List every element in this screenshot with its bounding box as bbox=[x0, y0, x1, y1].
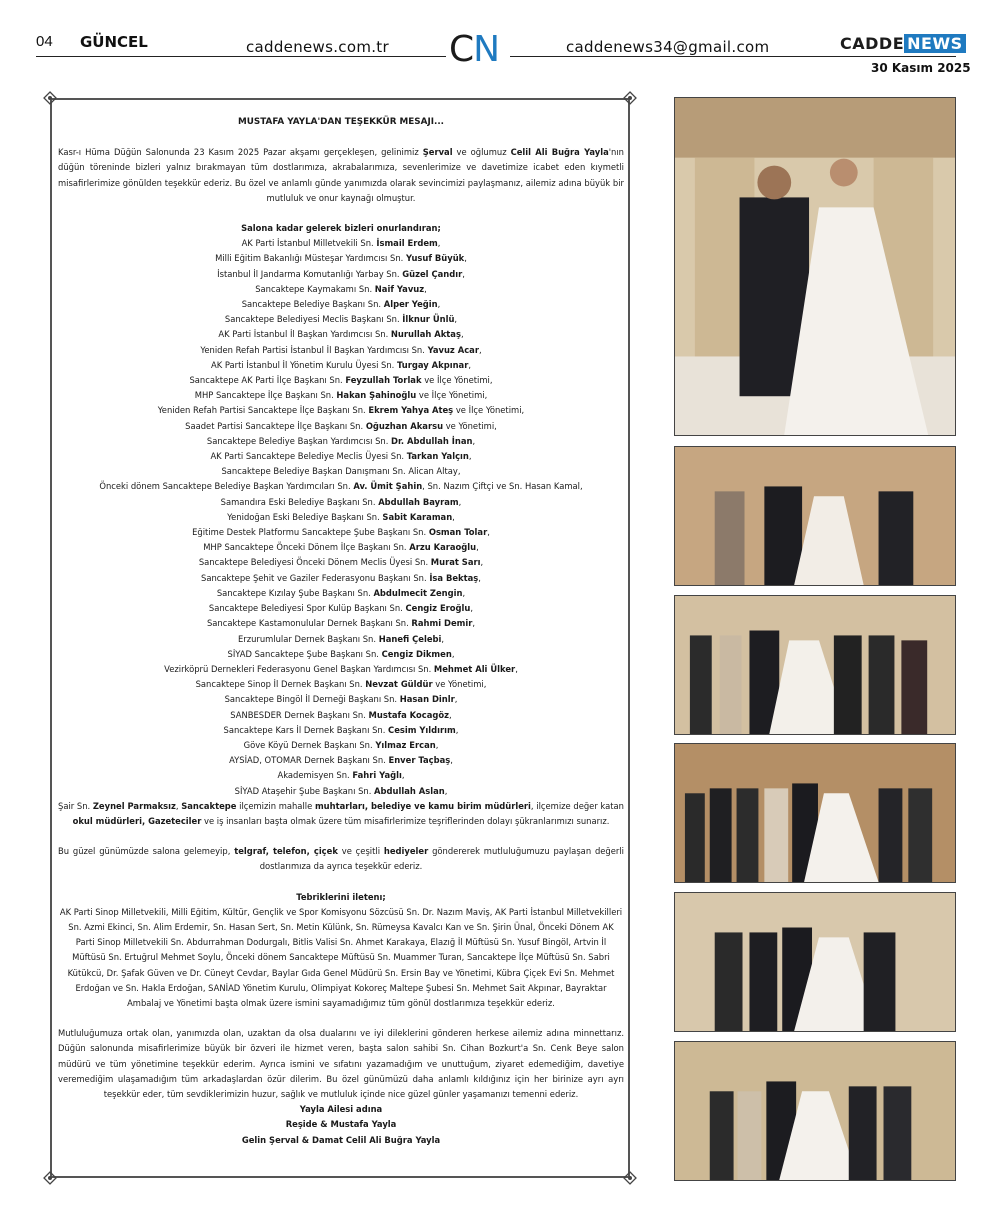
logo-letter-n: N bbox=[473, 29, 500, 70]
frame-corner-ornament bbox=[43, 1171, 57, 1185]
wedding-photo-group-1 bbox=[674, 595, 956, 735]
guest-line: Sancaktepe Kars İl Dernek Başkanı Sn. Cesim Yıldırım, bbox=[223, 724, 459, 735]
guest-line: Sancaktepe Kaymakamı Sn. Naif Yavuz, bbox=[255, 283, 427, 294]
signature-line-1: Yayla Ailesi adına bbox=[299, 1104, 383, 1115]
guest-line: Sancaktepe Belediyesi Meclis Başkanı Sn. İlknur Ünlü, bbox=[224, 314, 458, 325]
guest-line: Sancaktepe Kızılay Şube Başkanı Sn. Abdulmecit Zengin, bbox=[216, 587, 466, 598]
guest-line: Yeniden Refah Partisi İstanbul İl Başkan Yardımcısı Sn. Yavuz Acar, bbox=[200, 344, 482, 355]
wedding-photo-group-2 bbox=[674, 743, 956, 883]
congrats-heading: Tebriklerini iletenı; bbox=[296, 891, 386, 902]
brand-word-cadde: CADDE bbox=[840, 33, 905, 53]
page-number: 04 bbox=[36, 33, 53, 50]
frame-corner-ornament bbox=[43, 91, 57, 105]
guest-line: Sancaktepe Belediye Başkanı Sn. Alper Yeğin, bbox=[241, 299, 441, 310]
brand-word-news: NEWS bbox=[904, 34, 966, 53]
section-title: GÜNCEL bbox=[80, 33, 148, 51]
signature-line-2: Reşide & Mustafa Yayla bbox=[285, 1119, 397, 1130]
guest-line: AK Parti İstanbul Milletvekili Sn. İsmail Erdem, bbox=[241, 238, 441, 249]
closing-paragraph: Mutluluğumuza ortak olan, yanımızda olan, uzaktan da olsa dualarını ve iyi dileklerini gönderen herkese ailemiz adına minnettarız. Düğün salonunda misafirlerimize büyük bir özveri ile hizmet veren, başta salon sahibi Sn. Cihan Bozkurt'a Sn. Cenk Beye salon müdürü ve tüm yönetimine teşekkür ederim. Ayrıca ismini ve sıfatını yazamadığım ve unuttuğum, ziyaret edemediğim, davetiye veremediğim ulaşamadığım tüm arkadaşlardan özür dilerim. Bu özel günümüzü daha anlamlı kıldığınız için her birinize ayrı ayrı teşekkür eder, tüm sevdiklerimizin huzur, sağlık ve mutluluk içinde nice güzel günler yaşamanızı temenni ederiz. bbox=[58, 1028, 624, 1099]
guest-line: MHP Sancaktepe İlçe Başkanı Sn. Hakan Şahinoğlu ve İlçe Yönetimi, bbox=[194, 390, 488, 401]
guest-line: MHP Sancaktepe Önceki Dönem İlçe Başkanı Sn. Arzu Karaoğlu, bbox=[203, 542, 479, 553]
guest-line: AK Parti Sancaktepe Belediye Meclis Üyesi Sn. Tarkan Yalçın, bbox=[210, 451, 472, 462]
guest-line: Göve Köyü Dernek Başkanı Sn. Yılmaz Ercan, bbox=[243, 739, 439, 750]
guest-line: SİYAD Sancaktepe Şube Başkanı Sn. Cengiz Dikmen, bbox=[227, 648, 455, 659]
guests-heading: Salona kadar gelerek bizleri onurlandıran; bbox=[241, 223, 441, 234]
guest-line: Yenidoğan Eski Belediye Başkanı Sn. Sabit Karaman, bbox=[227, 511, 455, 522]
guest-line: Eğitime Destek Platformu Sancaktepe Şube Başkanı Sn. Osman Tolar, bbox=[192, 527, 490, 538]
guest-line: Akademisyen Sn. Fahri Yağlı, bbox=[277, 770, 405, 781]
guest-line: AYSİAD, OTOMAR Dernek Başkanı Sn. Enver Taçbaş, bbox=[229, 755, 453, 766]
thanks-paragraph: Şair Sn. Zeynel Parmaksız, Sancaktepe ilçemizin mahalle muhtarları, belediye ve kamu birim müdürleri, ilçemize değer katan okul müdürleri, Gazeteciler ve iş insanları başta olmak üzere tüm misafirlerimize teşriflerinden dolayı şükranlarımızı sunarız. bbox=[58, 800, 624, 826]
guest-line: Saadet Partisi Sancaktepe İlçe Başkanı Sn. Oğuzhan Akarsu ve Yönetimi, bbox=[185, 420, 497, 431]
header-rule-right bbox=[510, 56, 956, 57]
header-rule-left bbox=[36, 56, 446, 57]
article-title: MUSTAFA YAYLA'DAN TEŞEKKÜR MESAJI... bbox=[237, 117, 445, 127]
article-body bbox=[58, 115, 624, 1148]
guest-line: Milli Eğitim Bakanlığı Müsteşar Yardımcısı Sn. Yusuf Büyük, bbox=[215, 253, 467, 264]
guest-line: Vezirköprü Dernekleri Federasyonu Genel Başkan Yardımcısı Sn. Mehmet Ali Ülker, bbox=[164, 663, 518, 674]
cn-logo bbox=[449, 30, 499, 70]
article-intro: Kasr-ı Hüma Düğün Salonunda 23 Kasım 2025 Pazar akşamı gerçekleşen, gelinimiz Şerval ve oğlumuz Celil Ali Buğra Yayla'nın düğün töreninde bizleri yalnız bırakmayan tüm dostlarımıza, akrabalarımıza, sevenlerimize ve davetimize icabet eden kıymetli misafirlerimize gönülden teşekkür ederiz. Bu özel ve anlamlı günde yanımızda olarak sevincimizi paylaşmanız, ailemiz adına büyük bir mutluluk ve onur kaynağı olmuştur. bbox=[58, 147, 624, 203]
guest-line: Sancaktepe Bingöl İl Derneği Başkanı Sn. Hasan Dinlr, bbox=[224, 694, 458, 705]
issue-date: 30 Kasım 2025 bbox=[871, 61, 971, 75]
gifts-paragraph: Bu güzel günümüzde salona gelemeyip, telgraf, telefon, çiçek ve çeşitli hediyeler göndererek mutluluğumuzu paylaşan değerli dostlarımıza da ayrıca teşekkür ederiz. bbox=[58, 846, 624, 872]
guest-line: Sancaktepe Sinop İl Dernek Başkanı Sn. Nevzat Güldür ve Yönetimi, bbox=[195, 679, 487, 690]
wedding-photo-guests bbox=[674, 446, 956, 586]
guest-line: Sancaktepe Şehit ve Gaziler Federasyonu Başkanı Sn. İsa Bektaş, bbox=[201, 572, 481, 583]
frame-corner-ornament bbox=[623, 91, 637, 105]
guest-line: Sancaktepe Kastamonulular Dernek Başkanı Sn. Rahmi Demir, bbox=[206, 618, 476, 629]
guest-line: İstanbul İl Jandarma Komutanlığı Yarbay Sn. Güzel Çandır, bbox=[217, 268, 465, 279]
guest-line: Erzurumlular Dernek Başkanı Sn. Hanefi Çelebi, bbox=[237, 633, 445, 644]
guest-line: Sancaktepe Belediyesi Önceki Dönem Meclis Üyesi Sn. Murat Sarı, bbox=[198, 557, 484, 568]
website-url[interactable]: caddenews.com.tr bbox=[246, 38, 389, 56]
guest-line: AK Parti İstanbul İl Başkan Yardımcısı Sn. Nurullah Aktaş, bbox=[218, 329, 464, 340]
guest-line: SİYAD Ataşehir Şube Başkanı Sn. Abdullah Aslan, bbox=[234, 785, 448, 796]
frame-corner-ornament bbox=[623, 1171, 637, 1185]
brand-logo bbox=[840, 33, 966, 53]
guest-line: Yeniden Refah Partisi Sancaktepe İlçe Başkanı Sn. Ekrem Yahya Ateş ve İlçe Yönetimi, bbox=[157, 405, 525, 416]
guest-line: Sancaktepe AK Parti İlçe Başkanı Sn. Feyzullah Torlak ve İlçe Yönetimi, bbox=[189, 375, 493, 386]
guest-line: Samandıra Eski Belediye Başkanı Sn. Abdullah Bayram, bbox=[220, 496, 462, 507]
logo-letter-c: C bbox=[449, 29, 474, 70]
guest-line: Sancaktepe Belediye Başkan Danışmanı Sn. Alican Altay, bbox=[221, 466, 461, 477]
wedding-photo-group-4 bbox=[674, 1041, 956, 1181]
guest-line: AK Parti İstanbul İl Yönetim Kurulu Üyesi Sn. Turgay Akpınar, bbox=[210, 359, 471, 370]
contact-email[interactable]: caddenews34@gmail.com bbox=[566, 38, 770, 56]
guest-line: Sancaktepe Belediye Başkan Yardımcısı Sn. Dr. Abdullah İnan, bbox=[206, 435, 476, 446]
guest-line: Sancaktepe Belediyesi Spor Kulüp Başkanı Sn. Cengiz Eroğlu, bbox=[208, 603, 474, 614]
wedding-photo-group-3 bbox=[674, 892, 956, 1032]
congrats-paragraph: AK Parti Sinop Milletvekili, Milli Eğitim, Kültür, Gençlik ve Spor Komisyonu Sözcüsü Sn. Dr. Nazım Maviş, AK Parti İstanbul Milletvekilleri Sn. Azmi Ekinci, Sn. Alim Erdemir, Sn. Hasan Sert, Sn. Metin Külünk, Sn. Rümeysa Kavalcı Kan ve Sn. Şirin Ünal, Önceki Dönem AK Parti Sinop Milletvekili Sn. Abdurrahman Dodurgalı, Bitlis Valisi Sn. Ahmet Karakaya, Elazığ İl Müftüsü Sn. Yusuf Bingöl, Artvin İl Müftüsü Sn. Ertuğrul Mehmet Soylu, Önceki dönem Sancaktepe Müftüsü Sn. Muammer Turan, Sancaktepe İlçe Müftüsü Sn. Sabri Kütükcü, Dr. Şafak Güven ve Dr. Cüneyt Cevdar, Baylar Gıda Genel Müdürü Sn. Ersin Bay ve Yönetimi, Kübra Çiçek Evi Sn. Mehmet Erdoğan ve Sn. Hakla Erdoğan, SANİAD Yönetim Kurulu, Olimpiyat Kokoreç Maltepe Şubesi Sn. Mehmet Sait Akpınar, Bayraktar Ambalaj ve Yönetimi başta olmak üzere ismini sayamadığımız tüm gönül dostlarımıza teşekkür ederiz. bbox=[59, 906, 623, 1008]
guest-line: Önceki dönem Sancaktepe Belediye Başkan Yardımcıları Sn. Av. Ümit Şahin, Sn. Nazım Çiftçi ve Sn. Hasan Kamal, bbox=[99, 481, 583, 492]
guest-line: SANBESDER Dernek Başkanı Sn. Mustafa Kocagöz, bbox=[230, 709, 452, 720]
signature-line-3: Gelin Şerval & Damat Celil Ali Buğra Yayla bbox=[241, 1134, 441, 1145]
wedding-photo-couple bbox=[674, 97, 956, 436]
guest-list bbox=[58, 236, 624, 799]
